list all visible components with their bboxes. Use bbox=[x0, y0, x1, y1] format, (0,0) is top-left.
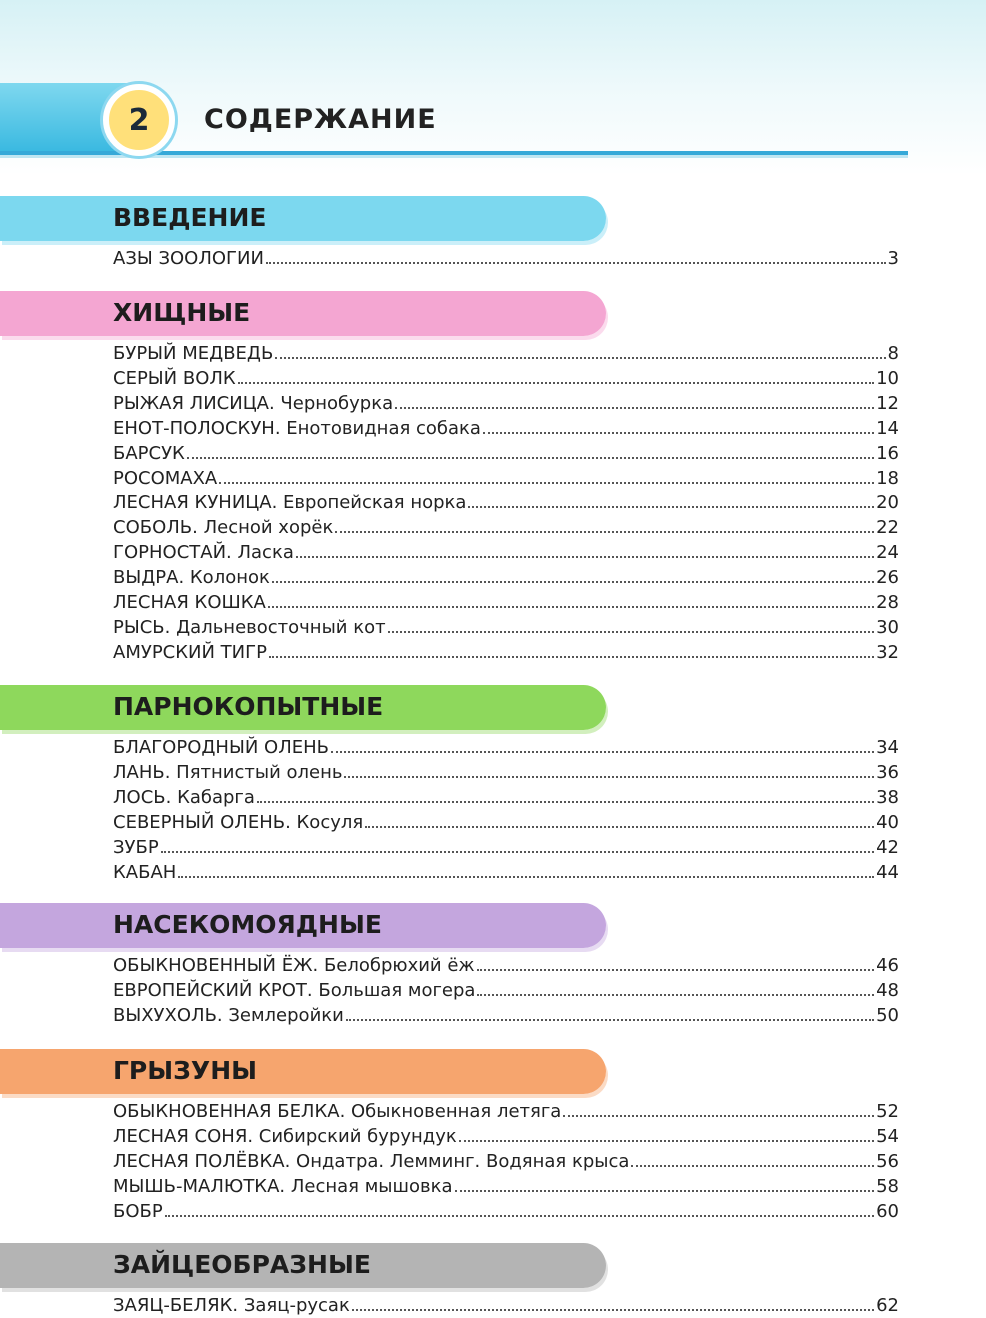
toc-entry[interactable] bbox=[113, 589, 899, 613]
toc-entry-label: АМУРСКИЙ ТИГР bbox=[113, 641, 267, 663]
toc-entry-page: 60 bbox=[876, 1200, 899, 1222]
toc-entry-label: СОБОЛЬ. Лесной хорёк bbox=[113, 517, 334, 539]
toc-entry-page: 10 bbox=[876, 367, 899, 389]
toc-entry[interactable] bbox=[113, 365, 899, 389]
toc-entry-page: 58 bbox=[876, 1175, 899, 1197]
toc-entry-page: 28 bbox=[876, 592, 899, 613]
toc-entry[interactable] bbox=[113, 759, 899, 783]
toc-entry[interactable] bbox=[113, 1198, 899, 1222]
dot-leader bbox=[395, 407, 874, 409]
toc-entry[interactable] bbox=[113, 614, 899, 638]
toc-entry[interactable] bbox=[113, 245, 899, 269]
toc-entry-label: РЫСЬ. Дальневосточный кот bbox=[113, 616, 386, 638]
toc-entry-page: 62 bbox=[876, 1295, 899, 1316]
dot-leader bbox=[477, 969, 874, 971]
dot-leader bbox=[388, 631, 875, 633]
toc-entry-label: ОБЫКНОВЕННЫЙ ЁЖ. Белобрюхий ёж bbox=[113, 955, 475, 976]
toc-entry-label: БЛАГОРОДНЫЙ ОЛЕНЬ bbox=[113, 737, 329, 758]
toc-entry-label: ЛАНЬ. Пятнистый олень bbox=[113, 761, 343, 783]
dot-leader bbox=[631, 1165, 874, 1167]
dot-leader bbox=[275, 357, 885, 359]
dot-leader bbox=[272, 581, 874, 583]
toc-entry-label: ЛЕСНАЯ КОШКА bbox=[113, 592, 266, 613]
dot-leader bbox=[346, 1019, 874, 1021]
toc-entry[interactable] bbox=[113, 1098, 899, 1122]
dot-leader bbox=[455, 1190, 875, 1192]
toc-entry[interactable] bbox=[113, 639, 899, 663]
section-title: ХИЩНЫЕ bbox=[113, 298, 251, 327]
dot-leader bbox=[331, 751, 874, 753]
toc-entry-label: БАРСУК bbox=[113, 442, 185, 464]
toc-entry-page: 16 bbox=[876, 442, 899, 464]
toc-entry[interactable] bbox=[113, 834, 899, 858]
toc-entry-page: 46 bbox=[876, 955, 899, 976]
dot-leader bbox=[165, 1215, 874, 1217]
section-header bbox=[0, 1243, 606, 1288]
dot-leader bbox=[268, 606, 874, 608]
toc-entry-label: АЗЫ ЗООЛОГИИ bbox=[113, 248, 264, 269]
dot-leader bbox=[269, 656, 874, 658]
toc-entry-label: ЗУБР bbox=[113, 836, 159, 858]
toc-entry[interactable] bbox=[113, 859, 899, 883]
dot-leader bbox=[563, 1115, 874, 1117]
toc-entry-label: ЛЕСНАЯ СОНЯ. Сибирский бурундук bbox=[113, 1125, 457, 1147]
toc-entry-page: 52 bbox=[876, 1101, 899, 1122]
toc-entry-label: БУРЫЙ МЕДВЕДЬ bbox=[113, 343, 274, 364]
toc-entry-label: РЫЖАЯ ЛИСИЦА. Чернобурка bbox=[113, 392, 394, 414]
page-title: СОДЕРЖАНИЕ bbox=[204, 104, 437, 135]
toc-entry-page: 56 bbox=[876, 1150, 899, 1172]
dot-leader bbox=[178, 876, 874, 878]
toc-entry-label: ВЫДРА. Колонок bbox=[113, 567, 270, 589]
toc-entry[interactable] bbox=[113, 390, 899, 414]
toc-entry-page: 26 bbox=[876, 567, 899, 589]
toc-entry[interactable] bbox=[113, 489, 899, 513]
dot-leader bbox=[161, 851, 874, 853]
toc-entry-page: 54 bbox=[876, 1125, 899, 1147]
toc-entry-label: ЕНОТ-ПОЛОСКУН. Енотовидная собака bbox=[113, 417, 481, 439]
toc-entry-label: РОСОМАХА bbox=[113, 467, 218, 489]
toc-entry-page: 14 bbox=[876, 417, 899, 439]
toc-entry[interactable] bbox=[113, 809, 899, 833]
toc-entry[interactable] bbox=[113, 1292, 899, 1316]
toc-entry-page: 30 bbox=[876, 616, 899, 638]
toc-entry-page: 32 bbox=[876, 641, 899, 663]
dot-leader bbox=[352, 1309, 874, 1311]
toc-entry-page: 42 bbox=[876, 836, 899, 858]
dot-leader bbox=[266, 262, 886, 264]
toc-entry[interactable] bbox=[113, 1002, 899, 1026]
dot-leader bbox=[238, 382, 874, 384]
toc-entry-page: 36 bbox=[876, 761, 899, 783]
toc-entry-label: БОБР bbox=[113, 1200, 163, 1222]
page-number-badge bbox=[103, 84, 175, 156]
toc-entry-label: ГОРНОСТАЙ. Ласка bbox=[113, 542, 294, 564]
toc-entry-label: ЛЕСНАЯ ПОЛЁВКА. Ондатра. Лемминг. Водяная крыса bbox=[113, 1150, 630, 1172]
section-header bbox=[0, 685, 606, 730]
toc-entry-label: ЛОСЬ. Кабарга bbox=[113, 786, 255, 808]
toc-entry[interactable] bbox=[113, 1123, 899, 1147]
toc-entry[interactable] bbox=[113, 734, 899, 758]
toc-entry-page: 34 bbox=[876, 737, 899, 758]
toc-entry[interactable] bbox=[113, 1148, 899, 1172]
section-title: ПАРНОКОПЫТНЫЕ bbox=[113, 692, 384, 721]
toc-entry-page: 24 bbox=[876, 542, 899, 564]
dot-leader bbox=[344, 776, 874, 778]
toc-entry[interactable] bbox=[113, 564, 899, 588]
toc-entry[interactable] bbox=[113, 340, 899, 364]
toc-entry-page: 8 bbox=[887, 343, 899, 364]
dot-leader bbox=[187, 457, 874, 459]
toc-entry-label: СЕРЫЙ ВОЛК bbox=[113, 367, 236, 389]
toc-entry-label: СЕВЕРНЫЙ ОЛЕНЬ. Косуля bbox=[113, 811, 364, 833]
toc-entry[interactable] bbox=[113, 440, 899, 464]
toc-entry-page: 40 bbox=[876, 811, 899, 833]
toc-entry-label: ЛЕСНАЯ КУНИЦА. Европейская норка bbox=[113, 492, 467, 514]
toc-entry[interactable] bbox=[113, 465, 899, 489]
dot-leader bbox=[257, 801, 874, 803]
toc-entry-page: 18 bbox=[876, 467, 899, 489]
toc-entry[interactable] bbox=[113, 977, 899, 1001]
page-number: 2 bbox=[128, 102, 150, 138]
section-header bbox=[0, 903, 606, 948]
toc-entry-label: КАБАН bbox=[113, 861, 177, 883]
toc-entry-label: ВЫХУХОЛЬ. Землеройки bbox=[113, 1004, 344, 1026]
section-header bbox=[0, 1049, 606, 1094]
toc-entry[interactable] bbox=[113, 1173, 899, 1197]
section-title: ВВЕДЕНИЕ bbox=[113, 203, 267, 232]
dot-leader bbox=[477, 994, 874, 996]
toc-entry-page: 22 bbox=[876, 517, 899, 539]
toc-entry-page: 50 bbox=[876, 1004, 899, 1026]
toc-entry-label: МЫШЬ-МАЛЮТКА. Лесная мышовка bbox=[113, 1175, 453, 1197]
dot-leader bbox=[365, 826, 874, 828]
toc-entry-page: 20 bbox=[876, 492, 899, 514]
section-header bbox=[0, 196, 606, 241]
toc-entry-page: 3 bbox=[887, 248, 899, 269]
toc-entry-page: 44 bbox=[876, 861, 899, 883]
section-title: ГРЫЗУНЫ bbox=[113, 1056, 258, 1085]
toc-entry[interactable] bbox=[113, 415, 899, 439]
toc-entry-label: ЕВРОПЕЙСКИЙ КРОТ. Большая могера bbox=[113, 979, 476, 1001]
toc-entry-page: 48 bbox=[876, 979, 899, 1001]
section-title: НАСЕКОМОЯДНЫЕ bbox=[113, 910, 382, 939]
dot-leader bbox=[459, 1140, 874, 1142]
toc-entry-label: ЗАЯЦ-БЕЛЯК. Заяц-русак bbox=[113, 1295, 350, 1316]
toc-entry-label: ОБЫКНОВЕННАЯ БЕЛКА. Обыкновенная летяга bbox=[113, 1101, 562, 1122]
dot-leader bbox=[483, 432, 874, 434]
toc-entry[interactable] bbox=[113, 784, 899, 808]
dot-leader bbox=[296, 556, 874, 558]
dot-leader bbox=[468, 506, 874, 508]
toc-entry[interactable] bbox=[113, 952, 899, 976]
toc-entry[interactable] bbox=[113, 514, 899, 538]
toc-entry[interactable] bbox=[113, 539, 899, 563]
section-title: ЗАЙЦЕОБРАЗНЫЕ bbox=[113, 1250, 371, 1279]
toc-entry-page: 38 bbox=[876, 786, 899, 808]
toc-entry-page: 12 bbox=[876, 392, 899, 414]
dot-leader bbox=[219, 482, 874, 484]
dot-leader bbox=[335, 531, 874, 533]
section-header bbox=[0, 291, 606, 336]
